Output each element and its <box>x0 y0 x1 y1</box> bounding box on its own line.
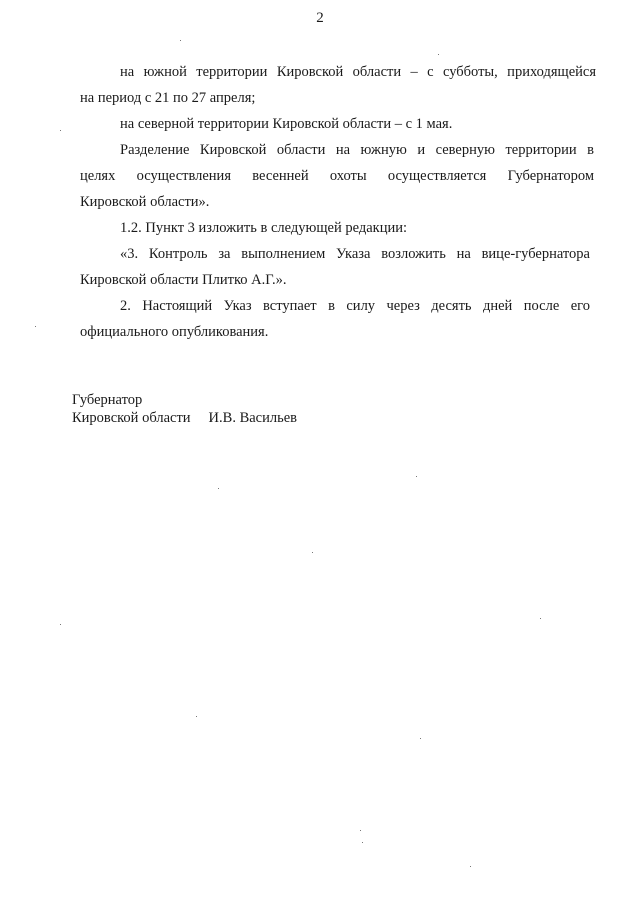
scan-speck <box>218 488 219 489</box>
page-number: 2 <box>316 10 324 26</box>
scan-speck <box>60 624 61 625</box>
scan-speck <box>196 716 197 717</box>
scan-speck <box>438 54 439 55</box>
body-line-4: Разделение Кировской области на южную и северную территории в <box>120 142 594 158</box>
scan-speck <box>362 842 363 843</box>
body-line-5: целях осуществления весенней охоты осуществляется Губернатором <box>80 168 594 184</box>
scan-speck <box>180 40 181 41</box>
body-line-11: официального опубликования. <box>80 324 269 340</box>
scan-speck <box>60 130 61 131</box>
scan-speck <box>416 476 417 477</box>
body-line-3: на северной территории Кировской области – с 1 мая. <box>120 116 453 132</box>
body-line-10: 2. Настоящий Указ вступает в силу через десять дней после его <box>120 298 590 314</box>
body-line-9: Кировской области Плитко А.Г.». <box>80 272 287 288</box>
body-line-7: 1.2. Пункт 3 изложить в следующей редакции: <box>120 220 408 236</box>
body-line-2: на период с 21 по 27 апреля; <box>80 90 256 106</box>
signature-name: И.В. Васильев <box>208 410 297 426</box>
scan-speck <box>360 830 361 831</box>
scan-speck <box>540 618 541 619</box>
scan-speck <box>470 866 471 867</box>
signature-block <box>72 410 297 427</box>
signature-title-line2: Кировской области <box>72 410 191 426</box>
scan-speck <box>35 326 36 327</box>
scan-speck <box>420 738 421 739</box>
signature-title-line1: Губернатор <box>72 392 143 408</box>
body-line-8: «3. Контроль за выполнением Указа возложить на вице-губернатора <box>120 246 590 262</box>
body-line-1: на южной территории Кировской области – с субботы, приходящейся <box>120 64 596 80</box>
scan-speck <box>312 552 313 553</box>
body-line-6: Кировской области». <box>80 194 210 210</box>
